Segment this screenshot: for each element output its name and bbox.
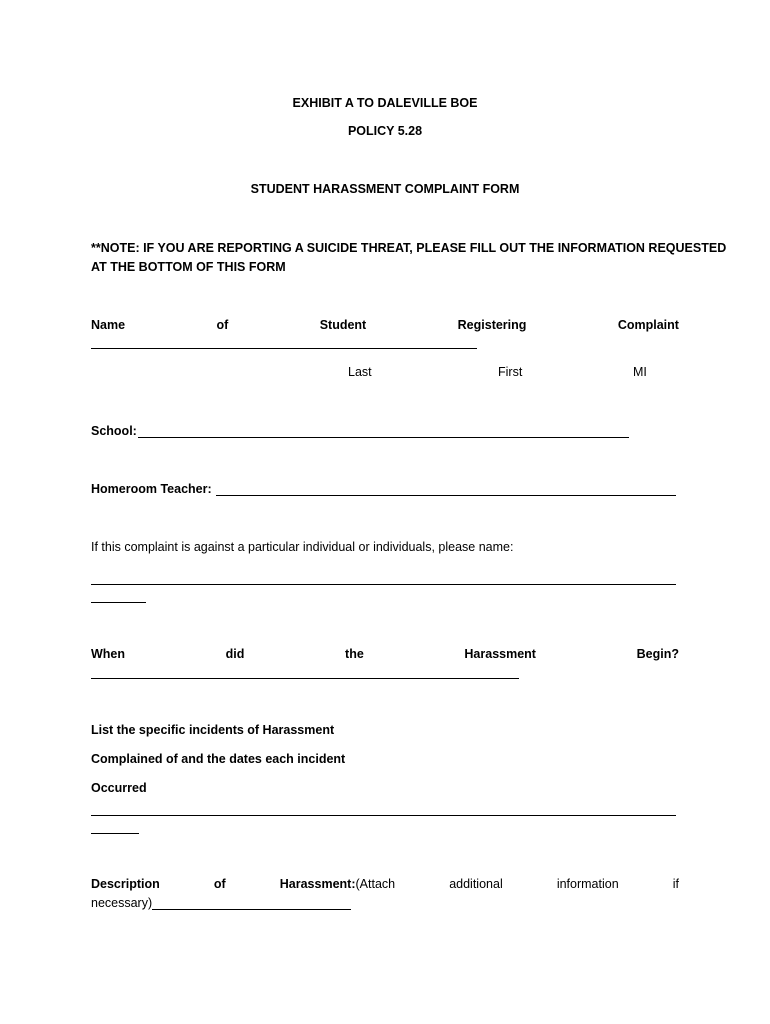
description-word: Description [91,877,160,891]
description-word: of [213,877,226,891]
policy-heading: POLICY 5.28 [347,124,423,138]
when-word: When [91,647,126,661]
description-word: Harassment: [279,877,356,891]
description-word: information [556,877,619,891]
student-name-field[interactable] [91,348,477,349]
description-word: if [672,877,679,891]
student-name-word: of [216,318,229,332]
incidents-field-line-2[interactable] [91,833,139,834]
incidents-label-line-1: List the specific incidents of Harassment [91,723,335,737]
incidents-label-line-3: Occurred [91,781,147,795]
description-label-line-2: necessary) [91,896,153,910]
when-word: Harassment [464,647,536,661]
homeroom-teacher-label: Homeroom Teacher: [91,482,212,496]
student-name-word: Complaint [617,318,679,332]
individual-label: If this complaint is against a particular individual or individuals, please name: [91,540,514,554]
student-name-word: Student [319,318,367,332]
note-line-2: AT THE BOTTOM OF THIS FORM [91,260,286,274]
sub-label-last: Last [348,365,372,379]
student-name-word: Registering [457,318,527,332]
incidents-label-line-2: Complained of and the dates each incident [91,752,346,766]
student-name-label [91,317,679,333]
school-field[interactable] [138,437,629,438]
individual-field-line-1[interactable] [91,584,676,585]
note-line-1: **NOTE: IF YOU ARE REPORTING A SUICIDE THREAT, PLEASE FILL OUT THE INFORMATION REQUESTED [91,241,727,255]
form-title: STUDENT HARASSMENT COMPLAINT FORM [250,182,520,196]
when-word: the [345,647,364,661]
when-begin-label [91,646,679,662]
incidents-field-line-1[interactable] [91,815,676,816]
individual-field-line-2[interactable] [91,602,146,603]
exhibit-heading: EXHIBIT A TO DALEVILLE BOE [292,96,478,110]
description-word: additional [449,877,503,891]
when-begin-field[interactable] [91,678,519,679]
school-label: School: [91,424,137,438]
description-label [91,876,679,892]
description-field[interactable] [152,909,351,910]
sub-label-mi: MI [633,365,647,379]
description-word: (Attach [355,877,396,891]
when-word: Begin? [636,647,679,661]
when-word: did [225,647,245,661]
homeroom-teacher-field[interactable] [216,495,676,496]
sub-label-first: First [498,365,523,379]
student-name-word: Name [91,318,126,332]
